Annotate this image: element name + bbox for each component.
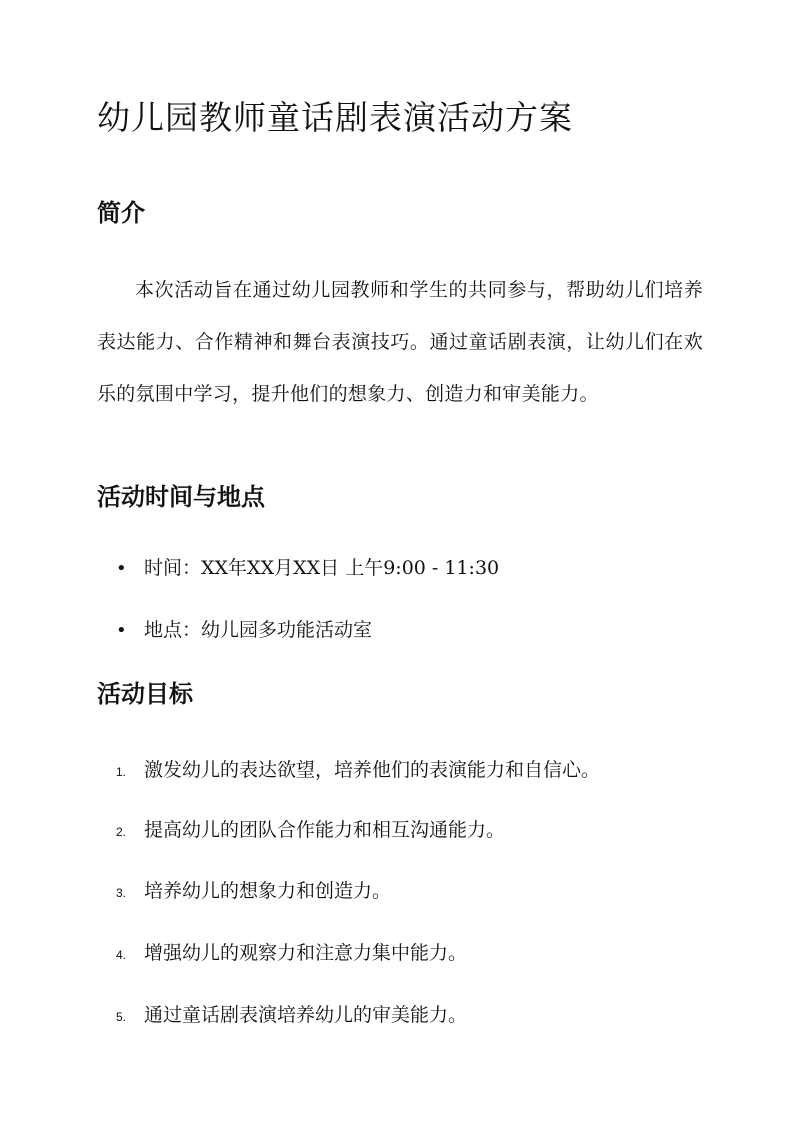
list-item-time	[116, 553, 499, 584]
goal-item-1	[116, 755, 600, 787]
goal-text: 增强幼儿的观察力和注意力集中能力。	[144, 942, 468, 964]
goal-text: 提高幼儿的团队合作能力和相互沟通能力。	[144, 819, 506, 841]
goal-text: 培养幼儿的想象力和创造力。	[144, 880, 392, 902]
goal-item-2	[116, 815, 505, 847]
goal-text: 通过童话剧表演培养幼儿的审美能力。	[144, 1004, 468, 1026]
goal-number: 5.	[116, 1010, 127, 1024]
goal-number: 4.	[116, 948, 127, 962]
document-title: 幼儿园教师童话剧表演活动方案	[97, 98, 573, 137]
goal-text: 激发幼儿的表达欲望，培养他们的表演能力和自信心。	[144, 759, 601, 781]
bullet-icon: •	[116, 558, 127, 579]
list-item-text: 地点：幼儿园多功能活动室	[144, 619, 373, 641]
section-heading-time-place: 活动时间与地点	[97, 482, 265, 511]
intro-paragraph: 本次活动旨在通过幼儿园教师和学生的共同参与，帮助幼儿们培养表达能力、合作精神和舞台表演技巧。通过童话剧表演，让幼儿们在欢乐的氛围中学习，提升他们的想象力、创造力和审美能力。	[97, 279, 703, 405]
goal-number: 1.	[116, 765, 127, 779]
goal-item-5	[116, 1000, 467, 1032]
goal-item-4	[116, 938, 467, 970]
section-heading-intro: 简介	[97, 198, 145, 227]
goal-item-3	[116, 876, 391, 908]
list-item-place	[116, 615, 372, 646]
section-heading-goals: 活动目标	[97, 679, 193, 708]
list-item-text: 时间：XX年XX月XX日 上午9:00 - 11:30	[144, 557, 500, 579]
bullet-icon: •	[116, 620, 127, 641]
goal-number: 2.	[116, 825, 127, 839]
goal-number: 3.	[116, 886, 127, 900]
